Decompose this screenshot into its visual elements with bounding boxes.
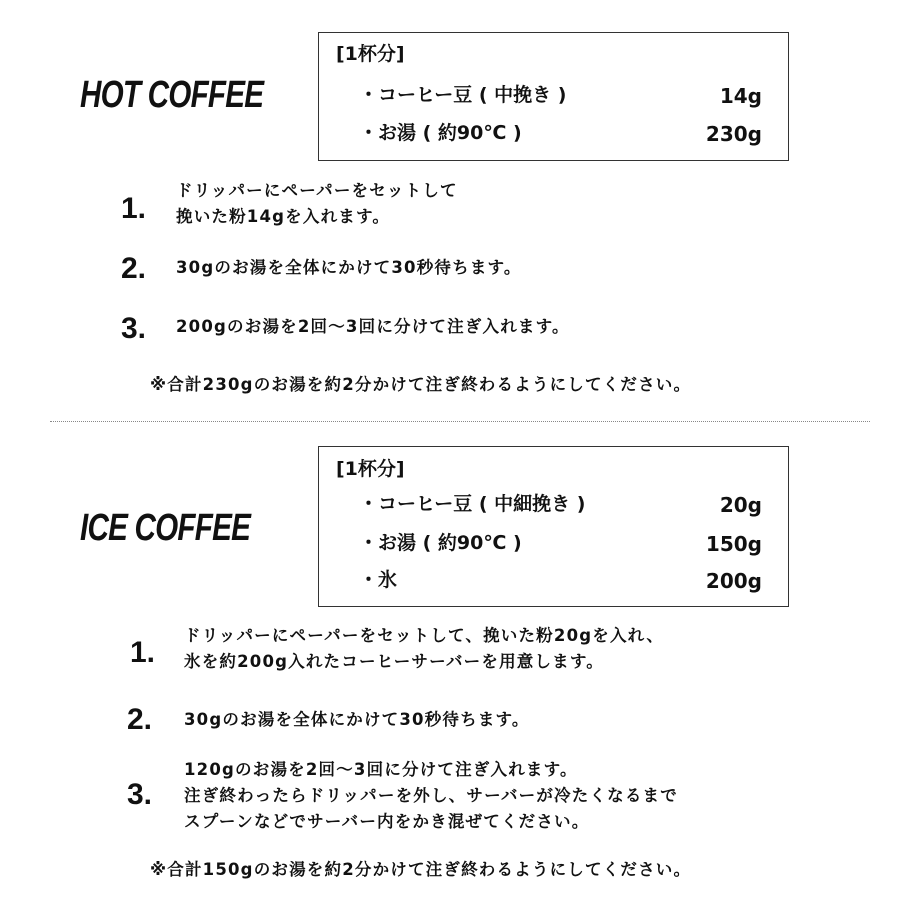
hot-recipe-heading: [1杯分] — [336, 43, 405, 65]
ice-ingredient-beans-name: ・コーヒー豆 ( 中細挽き ) — [359, 493, 586, 515]
hot-step-3-text — [176, 314, 570, 340]
hot-step-3-number: 3. — [121, 312, 147, 345]
ice-step-1-text — [184, 623, 664, 675]
ice-step-1-line-2: 氷を約200g入れたコーヒーサーバーを用意します。 — [184, 652, 604, 671]
ice-step-2-line-1: 30gのお湯を全体にかけて30秒待ちます。 — [184, 710, 530, 729]
ice-step-3-line-3: スプーンなどでサーバー内をかき混ぜてください。 — [184, 812, 590, 831]
hot-ingredient-beans-name: ・コーヒー豆 ( 中挽き ) — [359, 84, 567, 106]
ice-ingredient-beans-amount: 20g — [719, 493, 762, 517]
ice-note: ※合計150gのお湯を約2分かけて注ぎ終わるようにしてください。 — [150, 860, 692, 879]
ice-recipe-box — [318, 446, 789, 607]
hot-step-1-number: 1. — [121, 192, 147, 225]
hot-coffee-title: HOT COFFEE — [80, 74, 264, 116]
hot-step-2-text — [176, 255, 522, 281]
ice-step-3-line-1: 120gのお湯を2回〜3回に分けて注ぎ入れます。 — [184, 760, 578, 779]
section-divider — [50, 421, 870, 422]
ice-step-3-number: 3. — [127, 778, 153, 811]
hot-step-1-line-1: ドリッパーにペーパーをセットして — [176, 181, 458, 200]
ice-step-3-text — [184, 757, 678, 835]
hot-step-1-line-2: 挽いた粉14gを入れます。 — [176, 207, 391, 226]
hot-step-2-number: 2. — [121, 252, 147, 285]
ice-ingredient-ice-name: ・氷 — [359, 569, 398, 591]
hot-ingredient-beans-amount: 14g — [719, 84, 762, 108]
ice-step-3-line-2: 注ぎ終わったらドリッパーを外し、サーバーが冷たくなるまで — [184, 786, 678, 805]
hot-step-2-line-1: 30gのお湯を全体にかけて30秒待ちます。 — [176, 258, 522, 277]
ice-coffee-title: ICE COFFEE — [80, 507, 251, 549]
hot-step-3-line-1: 200gのお湯を2回〜3回に分けて注ぎ入れます。 — [176, 317, 570, 336]
hot-ingredient-water-amount: 230g — [705, 122, 762, 146]
ice-step-1-number: 1. — [130, 636, 156, 669]
ice-ingredient-ice-amount: 200g — [705, 569, 762, 593]
ice-ingredient-water-name: ・お湯 ( 約90℃ ) — [359, 532, 522, 554]
ice-ingredient-water-amount: 150g — [705, 532, 762, 556]
hot-step-1-text — [176, 178, 458, 230]
ice-step-2-number: 2. — [127, 703, 153, 736]
hot-ingredient-water-name: ・お湯 ( 約90℃ ) — [359, 122, 522, 144]
hot-note: ※合計230gのお湯を約2分かけて注ぎ終わるようにしてください。 — [150, 375, 692, 394]
ice-recipe-heading: [1杯分] — [336, 458, 405, 480]
ice-step-1-line-1: ドリッパーにペーパーをセットして、挽いた粉20gを入れ、 — [184, 626, 665, 645]
hot-recipe-box — [318, 32, 789, 161]
ice-step-2-text — [184, 707, 530, 733]
